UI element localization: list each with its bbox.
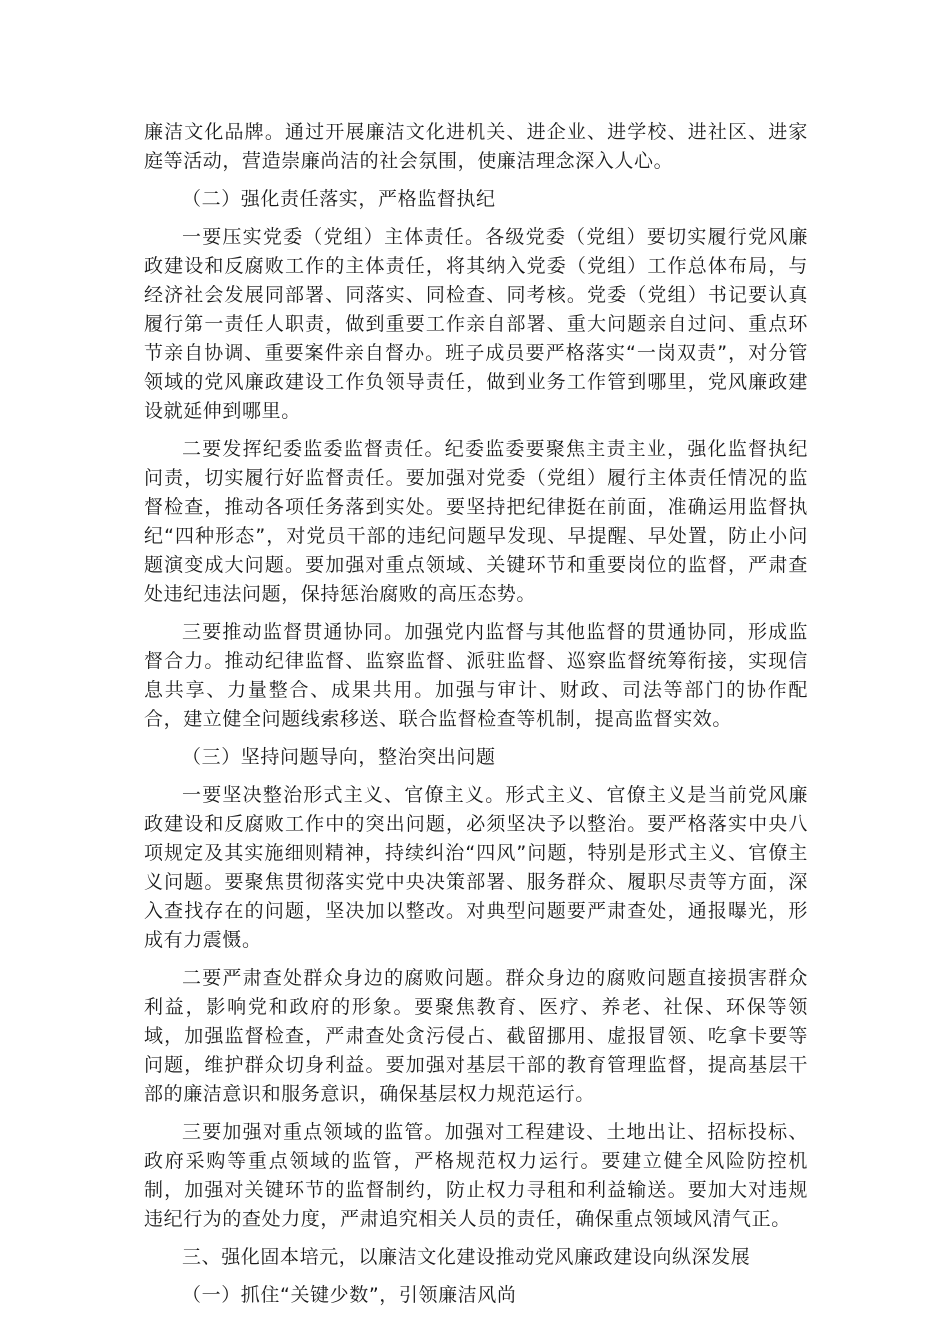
chapter-heading-3: 三、强化固本培元，以廉洁文化建设推动党风廉政建设向纵深发展 [182,1246,751,1268]
paragraph-supervision-coordination: 三要推动监督贯通协同。加强党内监督与其他监督的贯通协同，形成监督合力。推动纪律监督、监察监督、派驻监督、巡察监督统筹衔接，实现信息共享、力量整合、成果共用。加强与审计、财政、司法等部门的协作配合，建立健全问题线索移送、联合监督检查等机制，提高监督实效。 [144,621,808,730]
paragraph-formalism-bureaucracy: 一要坚决整治形式主义、官僚主义。形式主义、官僚主义是当前党风廉政建设和反腐败工作中的突出问题，必须坚决予以整治。要严格落实中央八项规定及其实施细则精神，持续纠治“四风”问题，特别是形式主义、官僚主义问题。要聚焦贯彻落实党中央决策部署、服务群众、履职尽责等方面，深入查找存在的问题，坚决加以整改。对典型问题要严肃查处，通报曝光，形成有力震慑。 [144,784,808,951]
paragraph-key-areas: 三要加强对重点领域的监管。加强对工程建设、土地出让、招标投标、政府采购等重点领域的监管，严格规范权力运行。要建立健全风险防控机制，加强对关键环节的监督制约，防止权力寻租和利益输送。要加大对违规违纪行为的查处力度，严肃追究相关人员的责任，确保重点领域风清气正。 [144,1121,808,1230]
paragraph-discipline-supervision: 二要发挥纪委监委监督责任。纪委监委要聚焦主责主业，强化监督执纪问责，切实履行好监督责任。要加强对党委（党组）履行主体责任情况的监督检查，推动各项任务落到实处。要坚持把纪律挺在前面，准确运用监督执纪“四种形态”，对党员干部的违纪问题早发现、早提醒、早处置，防止小问题演变成大问题。要加强对重点领域、关键环节和重要岗位的监督，严肃查处违纪违法问题，保持惩治腐败的高压态势。 [144,438,808,605]
paragraph-grassroots-corruption: 二要严肃查处群众身边的腐败问题。群众身边的腐败问题直接损害群众利益，影响党和政府的形象。要聚焦教育、医疗、养老、社保、环保等领域，加强监督检查，严肃查处贪污侵占、截留挪用、虚报冒领、吃拿卡要等问题，维护群众切身利益。要加强对基层干部的教育管理监督，提高基层干部的廉洁意识和服务意识，确保基层权力规范运行。 [144,967,808,1105]
section-heading-1: （一）抓住“关键少数”，引领廉洁风尚 [182,1284,517,1306]
paragraph-party-committee-responsibility: 一要压实党委（党组）主体责任。各级党委（党组）要切实履行党风廉政建设和反腐败工作的主体责任，将其纳入党委（党组）工作总体布局，与经济社会发展同部署、同落实、同检查、同考核。党委（党组）书记要认真履行第一责任人职责，做到重要工作亲自部署、重大问题亲自过问、重点环节亲自协调、重要案件亲自督办。班子成员要严格落实“一岗双责”，对分管领域的党风廉政建设工作负领导责任，做到业务工作管到哪里，党风廉政建设就延伸到哪里。 [144,226,808,422]
section-heading-2: （二）强化责任落实，严格监督执纪 [182,188,496,210]
section-heading-3: （三）坚持问题导向，整治突出问题 [182,746,496,768]
paragraph-continuation: 廉洁文化品牌。通过开展廉洁文化进机关、进企业、进学校、进社区、进家庭等活动，营造崇廉尚洁的社会氛围，使廉洁理念深入人心。 [144,121,808,172]
document-page [144,118,808,1319]
